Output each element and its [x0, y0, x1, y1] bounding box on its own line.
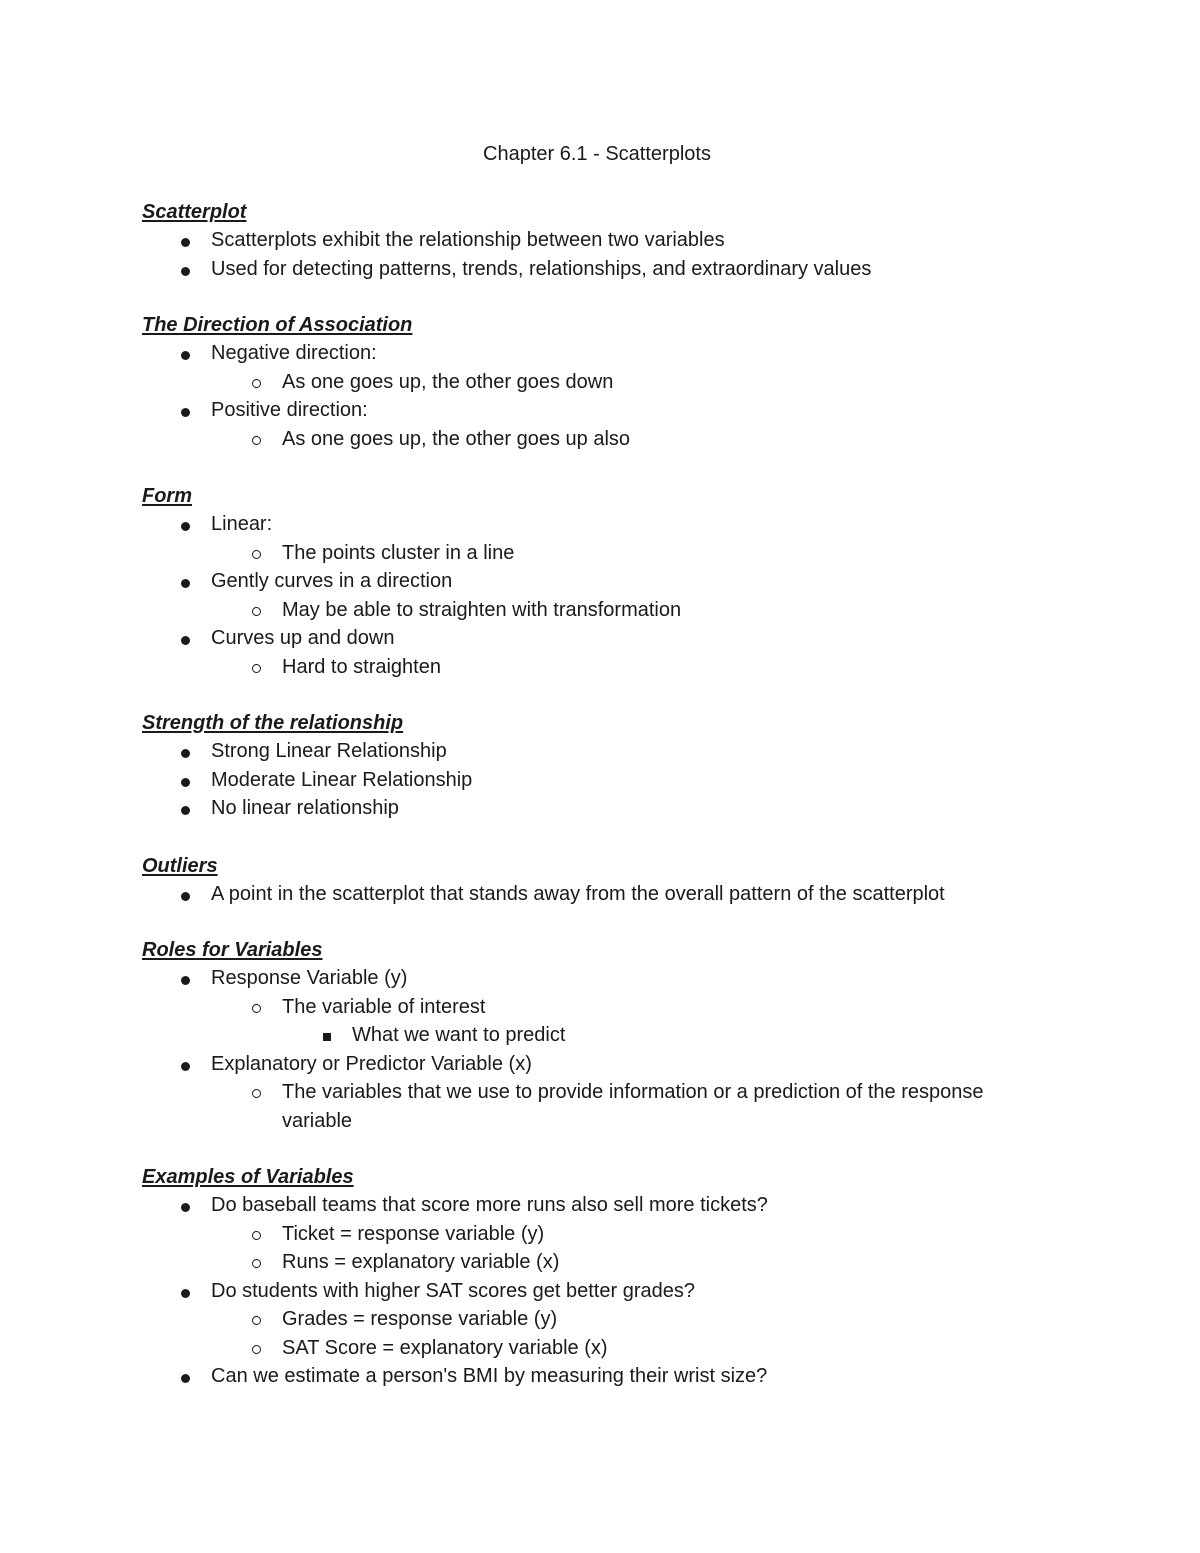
- section-heading: Scatterplot: [142, 201, 247, 223]
- list-item: Scatterplots exhibit the relationship between two variables: [211, 229, 725, 251]
- list-subitem: The variable of interest: [282, 995, 486, 1018]
- page-title: Chapter 6.1 - Scatterplots: [483, 143, 711, 165]
- section-examples-of-variables: [142, 1163, 1102, 1391]
- section-outliers: [142, 852, 1102, 909]
- list-subitem: Runs = explanatory variable (x): [282, 1251, 560, 1273]
- list-subitem: The variables that we use to provide information or a prediction of the response variable: [282, 1081, 984, 1132]
- list-subitem: As one goes up, the other goes up also: [282, 427, 631, 450]
- list-item: No linear relationship: [211, 797, 399, 819]
- list-item: Used for detecting patterns, trends, relationships, and extraordinary values: [211, 257, 872, 280]
- list-item: Explanatory or Predictor Variable (x): [211, 1052, 532, 1075]
- list-subitem: SAT Score = explanatory variable (x): [282, 1336, 608, 1359]
- list-subitem: Hard to straighten: [282, 655, 441, 678]
- list-subitem: Grades = response variable (y): [282, 1308, 558, 1330]
- list-item: Do students with higher SAT scores get better grades?: [211, 1279, 695, 1302]
- list-item: Linear:: [211, 513, 273, 535]
- list-item: Response Variable (y): [211, 967, 408, 989]
- list-item: Moderate Linear Relationship: [211, 768, 473, 791]
- section-heading: Roles for Variables: [142, 939, 323, 961]
- list-subitem: The points cluster in a line: [282, 541, 515, 564]
- section-heading: The Direction of Association: [142, 314, 413, 336]
- list-item: Do baseball teams that score more runs also sell more tickets?: [211, 1194, 768, 1216]
- section-direction-of-association: [142, 311, 1102, 453]
- section-strength: [142, 709, 1102, 823]
- section-scatterplot: [142, 198, 1102, 283]
- list-item: Strong Linear Relationship: [211, 740, 447, 762]
- section-heading: Form: [142, 485, 192, 507]
- section-heading: Outliers: [142, 855, 218, 877]
- section-form: [142, 482, 1102, 681]
- list-item: Gently curves in a direction: [211, 570, 453, 592]
- list-subsubitem: What we want to predict: [352, 1024, 566, 1046]
- list-item: Can we estimate a person's BMI by measuring their wrist size?: [211, 1365, 768, 1387]
- list-subitem: May be able to straighten with transformation: [282, 598, 682, 621]
- list-subitem: As one goes up, the other goes down: [282, 370, 614, 393]
- section-heading: Examples of Variables: [142, 1166, 354, 1188]
- list-item: Positive direction:: [211, 399, 368, 421]
- list-item: A point in the scatterplot that stands away from the overall pattern of the scatterplot: [211, 883, 945, 905]
- section-roles-for-variables: [142, 936, 1102, 1135]
- list-item: Negative direction:: [211, 342, 377, 364]
- list-subitem: Ticket = response variable (y): [282, 1222, 545, 1245]
- list-item: Curves up and down: [211, 627, 395, 649]
- section-heading: Strength of the relationship: [142, 712, 404, 734]
